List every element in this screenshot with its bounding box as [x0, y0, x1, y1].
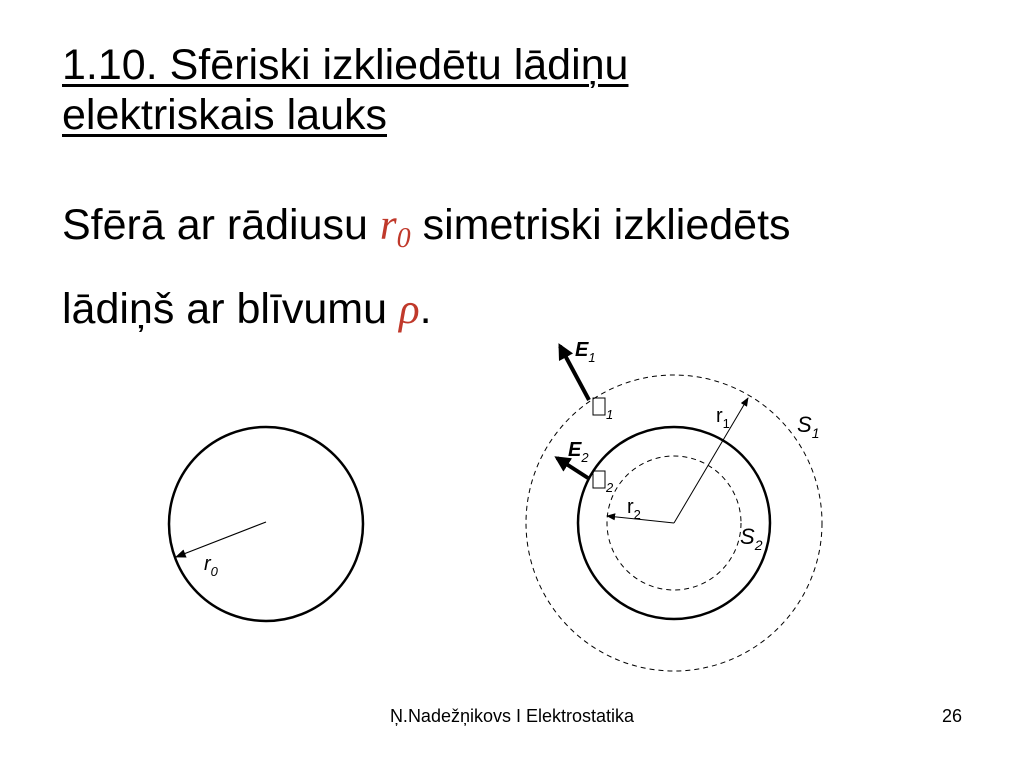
- point1-glyph-box: [593, 398, 605, 415]
- title-line-1: 1.10. Sfēriski izkliedētu lādiņu: [62, 41, 629, 89]
- title-line-2: elektriskais lauks: [62, 91, 387, 139]
- page-number: 26: [941, 706, 962, 726]
- left-sphere: [169, 427, 363, 621]
- point2-label: 2: [606, 480, 614, 495]
- r1-arrow: [674, 398, 748, 523]
- body-text-part-3: lādiņš ar blīvumu: [62, 285, 399, 333]
- e1-label: $E_1$: [575, 339, 596, 365]
- radius-symbol-letter: r: [379, 202, 397, 249]
- body-text-part-1: Sfērā ar rādiusu: [62, 201, 380, 249]
- s1-label: $S_1$: [797, 412, 820, 441]
- left-radius-label: $r_0$: [204, 553, 218, 579]
- footer-author: Ņ.Nadežņikovs I Elektrostatika: [389, 706, 635, 726]
- e2-label: $E_2$: [568, 439, 589, 465]
- r2-label: $r_2$: [627, 496, 641, 522]
- body-text-part-2: simetriski izkliedēts: [410, 201, 791, 249]
- left-radius-arrow: [176, 522, 266, 557]
- s2-label: $S_2$: [740, 524, 763, 553]
- point1-label: 1: [606, 407, 614, 422]
- body-text-part-4: .: [419, 285, 432, 333]
- point2-glyph-box: [593, 471, 605, 488]
- density-symbol: ρ: [399, 286, 420, 333]
- r1-label: $r_1$: [716, 405, 730, 431]
- radius-symbol-subscript: 0: [396, 223, 411, 254]
